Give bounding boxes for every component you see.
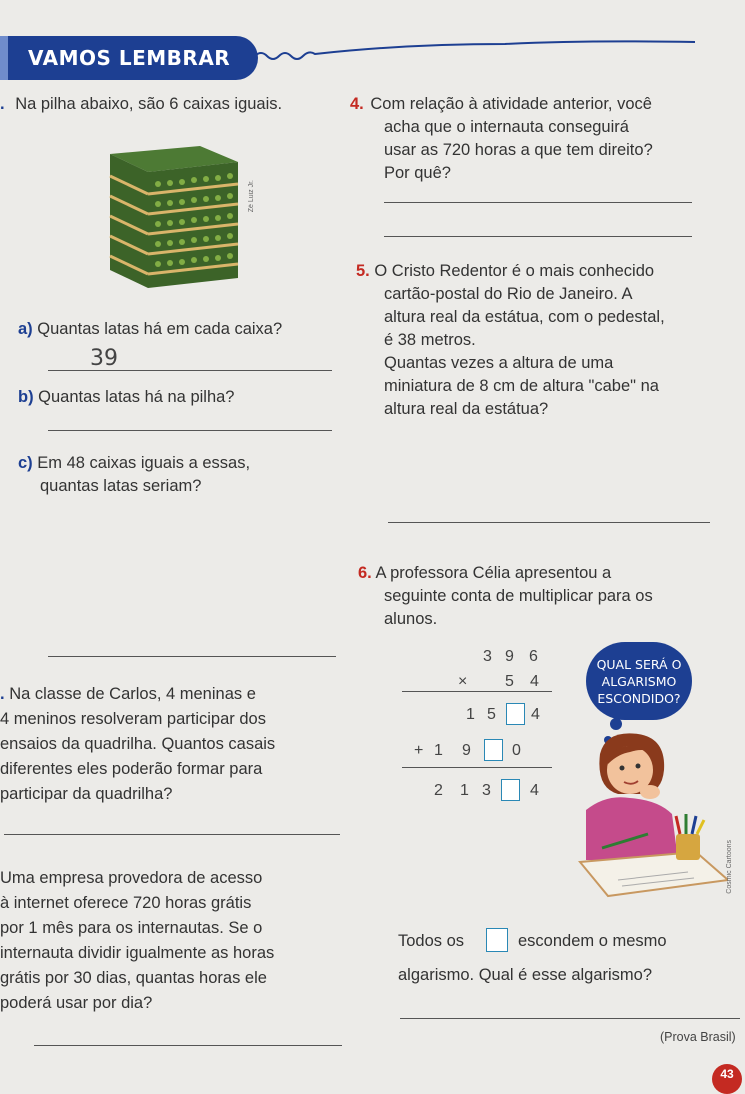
digit: 5: [487, 706, 496, 723]
q4-answer-line-1[interactable]: [384, 202, 692, 203]
digit: 9: [505, 648, 514, 665]
digit: 1: [466, 706, 475, 723]
quadrilha-question: . Na classe de Carlos, 4 meninas e 4 meninos resolveram participar dos ensaios da quadrilha. Quantos casais diferentes eles poderão formar para participar da quadrilha?: [0, 685, 276, 803]
digit: 5: [505, 673, 514, 690]
q3-intro: . Na pilha abaixo, são 6 caixas iguais.: [0, 95, 283, 113]
digit: 1: [434, 742, 443, 759]
digit: 4: [530, 673, 539, 690]
q3c-question: c) Em 48 caixas iguais a essas, quantas latas seriam?: [18, 454, 251, 495]
sum-line: [402, 767, 552, 768]
internet-answer-line[interactable]: [34, 1045, 342, 1046]
q3c-answer-line[interactable]: [48, 656, 336, 657]
q3a-question: a) Quantas latas há em cada caixa?: [18, 320, 283, 338]
q6-question: 6. A professora Célia apresentou a seguinte conta de multiplicar para os alunos.: [358, 564, 653, 628]
digit: 4: [530, 782, 539, 799]
photo-credit: Zé Luiz Jr.: [248, 180, 255, 213]
thinking-girl-illustration: [578, 730, 728, 905]
q5-question: 5. O Cristo Redentor é o mais conhecido cartão-postal do Rio de Janeiro. A altura real da estátua, com o pedestal, é 38 metros. Quantas vezes a altura de uma miniatura de 8 cm de altura "cabe" na altura real da estátua?: [356, 262, 665, 418]
stacked-boxes-illustration: [104, 138, 244, 298]
banner-accent: [0, 36, 8, 80]
q3a-handwritten-answer: 39: [90, 346, 118, 371]
internet-question: Uma empresa provedora de acesso à internet oferece 720 horas grátis por 1 mês para os internautas. Se o internauta dividir igualmente as horas grátis por 30 dias, quantas horas ele poderá usar por dia?: [0, 869, 275, 1012]
quadrilha-answer-line[interactable]: [4, 834, 340, 835]
hidden-digit-box[interactable]: [484, 739, 503, 761]
q5-answer-line[interactable]: [388, 522, 710, 523]
page-number: 43: [712, 1064, 742, 1094]
plus-sign: +: [414, 742, 424, 759]
speech-bubble: QUAL SERÁ O ALGARISMO ESCONDIDO?: [586, 642, 692, 720]
digit: 9: [462, 742, 471, 759]
hidden-digit-box[interactable]: [506, 703, 525, 725]
q6-answer-line[interactable]: [400, 1018, 740, 1019]
q4-answer-line-2[interactable]: [384, 236, 692, 237]
times-sign: ×: [458, 673, 468, 690]
q6-statement-tail: escondem o mesmo: [518, 932, 667, 950]
digit: 0: [512, 742, 521, 759]
illustration-credit: Cosmic Cartoons: [726, 840, 733, 894]
digit: 3: [483, 648, 492, 665]
q4-question: 4. Com relação à atividade anterior, você acha que o internauta conseguirá usar as 720 horas a que tem direito? Por quê?: [350, 95, 653, 182]
q3b-question: b) Quantas latas há na pilha?: [18, 388, 235, 406]
q3b-answer-line[interactable]: [48, 430, 332, 431]
section-title: VAMOS LEMBRAR: [8, 36, 258, 80]
digit: 6: [529, 648, 538, 665]
hidden-digit-symbol: [486, 928, 508, 952]
digit: 3: [482, 782, 491, 799]
wave-decoration: [255, 36, 695, 66]
q3a-answer-line[interactable]: [48, 370, 332, 371]
q6-hidden-digit-statement: Todos os: [398, 932, 465, 950]
digit: 1: [460, 782, 469, 799]
q6-question-end: algarismo. Qual é esse algarismo?: [398, 966, 653, 984]
digit: 4: [531, 706, 540, 723]
multiplication-line: [402, 691, 552, 692]
digit: 2: [434, 782, 443, 799]
hidden-digit-box[interactable]: [501, 779, 520, 801]
source-note: (Prova Brasil): [660, 1030, 736, 1044]
